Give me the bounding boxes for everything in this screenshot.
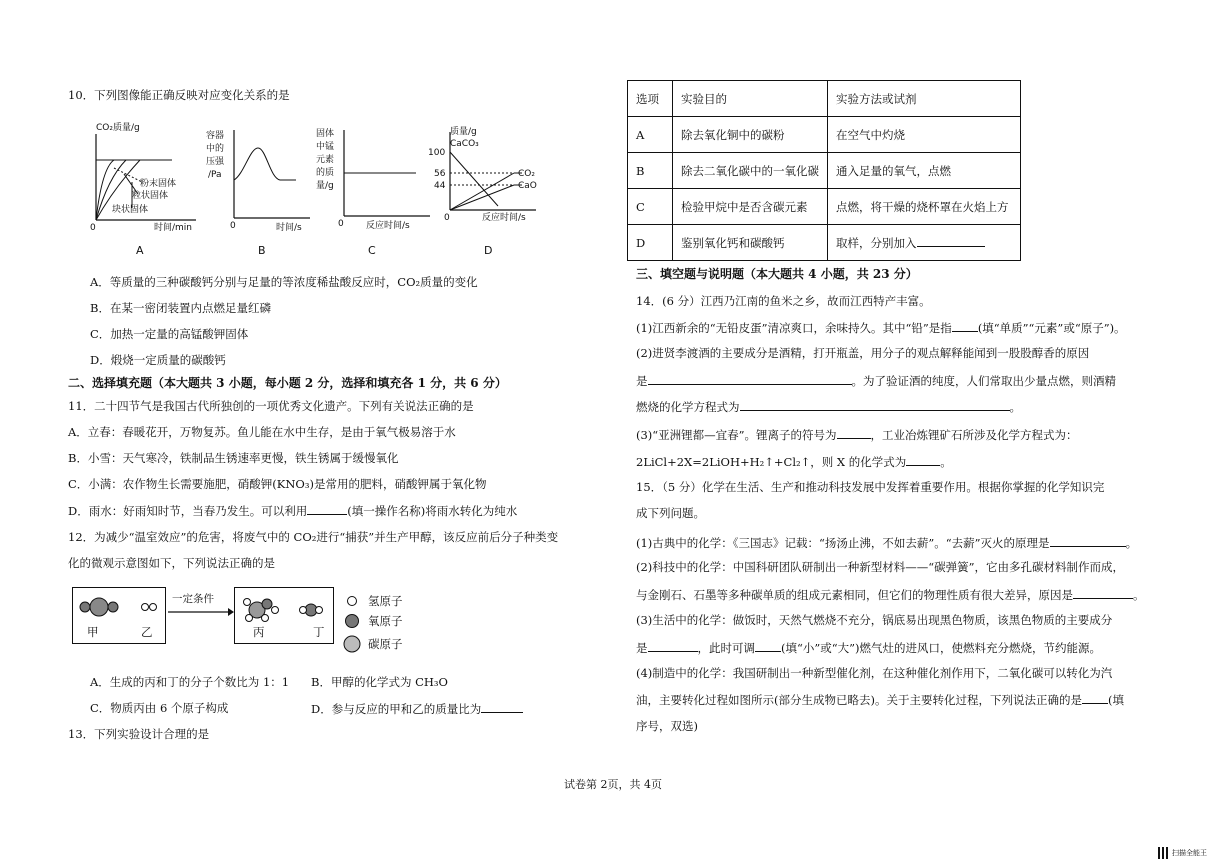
chart-d-xlabel: 反应时间/s <box>482 213 526 223</box>
q11-option-d <box>68 503 517 519</box>
chart-a-curve-label: 粉末固体 <box>140 179 177 189</box>
q15-part-3: (3)生活中的化学：做饭时，天然气燃烧不充分，锅底易出现黑色物质，该黑色物质的主要成分 <box>636 613 1113 627</box>
q15-part-4c: 序号，双选) <box>636 719 698 733</box>
chart-c-origin: 0 <box>338 219 344 229</box>
q15-part-4: (4)制造中的化学：我国研制出一种新型催化剂，在这种催化剂作用下，二氧化碳可以转化为汽 <box>636 666 1113 680</box>
q14-part-2b <box>636 373 1116 389</box>
answer-blank[interactable] <box>1050 535 1126 547</box>
q15-part-3b-text: 是 <box>636 641 648 655</box>
chart-b-origin: 0 <box>230 221 236 231</box>
answer-blank[interactable] <box>1082 692 1108 704</box>
q12-stem-line-2: 化的微观示意图如下，下列说法正确的是 <box>68 556 275 570</box>
table-cell: 除去氧化铜中的碳粉 <box>673 117 828 153</box>
q15-stem-line-1: 15．（5 分）化学在生活、生产和推动科技发展中发挥着重要作用。根据你掌握的化学知识完 <box>636 480 1105 494</box>
q15-part-3b <box>636 640 1101 656</box>
q14-part-3-text: (3)“亚洲锂都—宜春”。锂离子的符号为 <box>636 428 837 442</box>
chart-d-tick: 100 <box>428 148 446 158</box>
section-3-heading: 三、填空题与说明题（本大题共 4 小题，共 23 分） <box>636 267 918 281</box>
reactant-box <box>72 587 166 644</box>
table-cell: 鉴别氧化钙和碳酸钙 <box>673 225 828 261</box>
chart-d-letter: D <box>484 244 493 257</box>
answer-blank[interactable] <box>740 399 1010 411</box>
chart-c-ylabel: 中锰 <box>316 142 335 152</box>
q12-option-a: A．生成的丙和丁的分子个数比为 1：1 <box>90 675 290 689</box>
oxygen-atom-icon <box>346 615 359 628</box>
q10-stem: 10．下列图像能正确反映对应变化关系的是 <box>68 88 290 102</box>
chart-a-xlabel: 时间/min <box>154 223 193 233</box>
atom-legend <box>340 590 364 660</box>
table-cell: D <box>628 225 673 261</box>
legend-oxygen: 氧原子 <box>368 614 403 628</box>
chart-d <box>428 118 543 263</box>
q14-part-3 <box>636 427 1078 443</box>
chart-a-ylabel: CO₂质量/g <box>96 123 140 133</box>
chart-a <box>84 118 204 263</box>
answer-blank[interactable] <box>1073 587 1133 599</box>
table-header-cell: 选项 <box>628 81 673 117</box>
chart-d-tick: 44 <box>434 181 446 191</box>
chart-a-curve-label: 粒状固体 <box>132 191 169 201</box>
q14-part-2c: 燃烧的化学方程式为 。 <box>636 400 1021 414</box>
q10-option-c: C．加热一定量的高锰酸钾固体 <box>90 327 249 341</box>
hydrogen-atom-icon <box>348 597 357 606</box>
q10-option-d: D．煅烧一定质量的碳酸钙 <box>90 353 226 367</box>
label-yi: 乙 <box>141 625 153 639</box>
label-ding: 丁 <box>313 625 325 639</box>
chart-d-series-label: CaO <box>518 181 537 191</box>
chart-c-ylabel: 固体 <box>316 129 335 139</box>
q15-part-3b-text: ，此时可调 <box>697 641 755 655</box>
chart-a-letter: A <box>136 244 144 257</box>
answer-blank[interactable] <box>648 373 852 385</box>
q15-part-2b-text: 与金刚石、石墨等多种碳单质的组成元素相同，但它们的物理性质有很大差异，原因是 <box>636 588 1073 602</box>
answer-blank[interactable] <box>648 640 698 652</box>
q15-part-1: (1)古典中的化学：《三国志》记载：“扬汤止沸，不如去薪”。“去薪”灭火的原理是 。 <box>636 536 1138 550</box>
chart-b <box>206 118 316 263</box>
chart-d-series-label: CO₂ <box>518 169 535 179</box>
q14-part-2c-text: 燃烧的化学方程式为 <box>636 400 740 414</box>
chart-c-letter: C <box>368 244 376 257</box>
q11-option-b: B．小雪：天气寒冷，铁制品生锈速率更慢，铁生锈属于缓慢氧化 <box>68 451 399 465</box>
table-cell-text: 取样，分别加入 <box>836 235 917 250</box>
q11-option-d-text: D．雨水：好雨知时节，当春乃发生。可以利用 <box>68 504 308 518</box>
q14-part-2b-text: 。为了验证酒的纯度，人们常取出少量点燃，则酒精 <box>851 374 1116 388</box>
q10-option-a: A．等质量的三种碳酸钙分别与足量的等浓度稀盐酸反应时，CO₂质量的变化 <box>90 275 478 289</box>
q11-option-c: C．小满：农作物生长需要施肥，硝酸钾(KNO₃)是常用的肥料，硝酸钾属于氧化物 <box>68 477 487 491</box>
q15-part-4b-text: 油，主要转化过程如图所示(部分生成物已略去)。关于主要转化过程，下列说法正确的是 <box>636 693 1082 707</box>
table-cell: 检验甲烷中是否含碳元素 <box>673 189 828 225</box>
table-cell: C <box>628 189 673 225</box>
q15-part-4b <box>636 692 1124 708</box>
answer-blank[interactable] <box>917 235 985 247</box>
table-cell <box>828 225 1021 261</box>
table-row <box>628 117 1021 153</box>
q15-part-2b: 与金刚石、石墨等多种碳单质的组成元素相同，但它们的物理性质有很大差异，原因是 。 <box>636 588 1145 602</box>
q15-part-1-text: (1)古典中的化学：《三国志》记载：“扬汤止沸，不如去薪”。“去薪”灭火的原理是 <box>636 536 1050 550</box>
q14-part-2b-text: 是 <box>636 374 648 388</box>
q14-part-3c-text: 2LiCl+2X=2LiOH+H₂↑+Cl₂↑，则 X 的化学式为 <box>636 455 907 469</box>
table-cell: 通入足量的氧气，点燃 <box>828 153 1021 189</box>
q14-part-1-text: (填“单质”“元素”或“原子”)。 <box>977 321 1126 335</box>
label-jia: 甲 <box>87 625 99 639</box>
q14-stem: 14．(6 分）江西乃江南的鱼米之乡，故而江西特产丰富。 <box>636 294 931 308</box>
table-cell: A <box>628 117 673 153</box>
legend-carbon: 碳原子 <box>368 637 403 651</box>
chart-b-ylabel: 容器 <box>206 131 225 141</box>
answer-blank[interactable] <box>837 427 871 439</box>
chart-c-ylabel: 元素 <box>316 155 335 165</box>
chart-b-letter: B <box>258 244 266 257</box>
carbon-atom-icon <box>344 636 360 652</box>
label-bing: 丙 <box>253 625 265 639</box>
q11-option-d-text: (填一操作名称)将雨水转化为纯水 <box>347 504 518 518</box>
table-row <box>628 225 1021 261</box>
answer-blank[interactable] <box>906 454 940 466</box>
q15-part-4b-text: (填 <box>1107 693 1124 707</box>
reaction-condition: 一定条件 <box>172 593 214 605</box>
chart-c-ylabel: 的质 <box>316 168 335 178</box>
chart-b-ylabel: /Pa <box>208 170 222 180</box>
q11-option-a: A．立春：春暖花开，万物复苏。鱼儿能在水中生存，是由于氧气极易溶于水 <box>68 425 456 439</box>
table-cell: 除去二氧化碳中的一氧化碳 <box>673 153 828 189</box>
q12-option-d-text: D．参与反应的甲和乙的质量比为 <box>311 702 482 716</box>
product-box <box>234 587 334 644</box>
chart-a-origin: 0 <box>90 223 96 233</box>
table-row <box>628 153 1021 189</box>
q14-part-2: (2)进贤李渡酒的主要成分是酒精，打开瓶盖，用分子的观点解释能闻到一股股醇香的原因 <box>636 346 1090 360</box>
chart-d-tick: 56 <box>434 169 446 179</box>
qr-code-icon <box>1158 847 1170 859</box>
answer-blank[interactable] <box>481 701 523 713</box>
chart-d-origin: 0 <box>444 213 450 223</box>
answer-blank[interactable] <box>952 320 978 332</box>
table-header-row <box>628 81 1021 117</box>
answer-blank[interactable] <box>755 640 781 652</box>
section-2-heading: 二、选择填充题（本大题共 3 小题，每小题 2 分，选择和填充各 1 分，共 6 分） <box>68 376 507 390</box>
q12-option-d <box>311 701 523 717</box>
q13-stem: 13．下列实验设计合理的是 <box>68 727 210 741</box>
legend-hydrogen: 氢原子 <box>368 594 403 608</box>
table-cell: 点燃，将干燥的烧杯罩在火焰上方 <box>828 189 1021 225</box>
q12-stem-line-1: 12．为减少“温室效应”的危害，将废气中的 CO₂进行“捕获”并生产甲醇，该反应前后分子种类变 <box>68 530 559 544</box>
chart-b-ylabel: 压强 <box>206 157 225 167</box>
experiment-table <box>627 80 1021 261</box>
page-footer: 试卷第 2页，共 4页 <box>564 778 662 791</box>
q12-option-c: C．物质丙由 6 个原子构成 <box>90 701 229 715</box>
chart-d-ylabel: CaCO₃ <box>450 139 479 149</box>
table-header-cell: 实验目的 <box>673 81 828 117</box>
answer-blank[interactable] <box>307 503 347 515</box>
table-row <box>628 189 1021 225</box>
chart-c <box>314 118 434 263</box>
chart-d-ylabel: 质量/g <box>450 127 477 137</box>
chart-b-ylabel: 中的 <box>206 144 225 154</box>
q15-stem-line-2: 成下列问题。 <box>636 506 705 520</box>
table-cell: B <box>628 153 673 189</box>
table-header-cell: 实验方法或试剂 <box>828 81 1021 117</box>
chart-c-ylabel: 量/g <box>316 181 334 191</box>
q15-part-2: (2)科技中的化学：中国科研团队研制出一种新型材料——“碳弹簧”，它由多孔碳材料制作而成， <box>636 560 1125 574</box>
q14-part-1-text: (1)江西新余的“无铅皮蛋”清凉爽口，余味持久。其中“铅”是指 <box>636 321 952 335</box>
q10-option-b: B．在某一密闭装置内点燃足量红磷 <box>90 301 271 315</box>
q14-part-1 <box>636 320 1126 336</box>
chart-a-curve-label: 块状固体 <box>112 205 149 215</box>
q11-stem: 11．二十四节气是我国古代所独创的一项优秀文化遗产。下列有关说法正确的是 <box>68 399 474 413</box>
q14-part-3-text: ，工业冶炼锂矿石所涉及化学方程式为： <box>870 428 1078 442</box>
scanner-watermark: 扫描全能王 <box>1172 849 1207 857</box>
q12-option-b: B．甲醇的化学式为 CH₃O <box>311 675 448 689</box>
chart-c-xlabel: 反应时间/s <box>366 221 410 231</box>
table-cell: 在空气中灼烧 <box>828 117 1021 153</box>
q15-part-3b-text: (填“小”或“大”)燃气灶的进风口，使燃料充分燃烧，节约能源。 <box>781 641 1101 655</box>
q14-part-3c: 2LiCl+2X=2LiOH+H₂↑+Cl₂↑，则 X 的化学式为 。 <box>636 455 952 469</box>
chart-b-xlabel: 时间/s <box>276 223 302 233</box>
